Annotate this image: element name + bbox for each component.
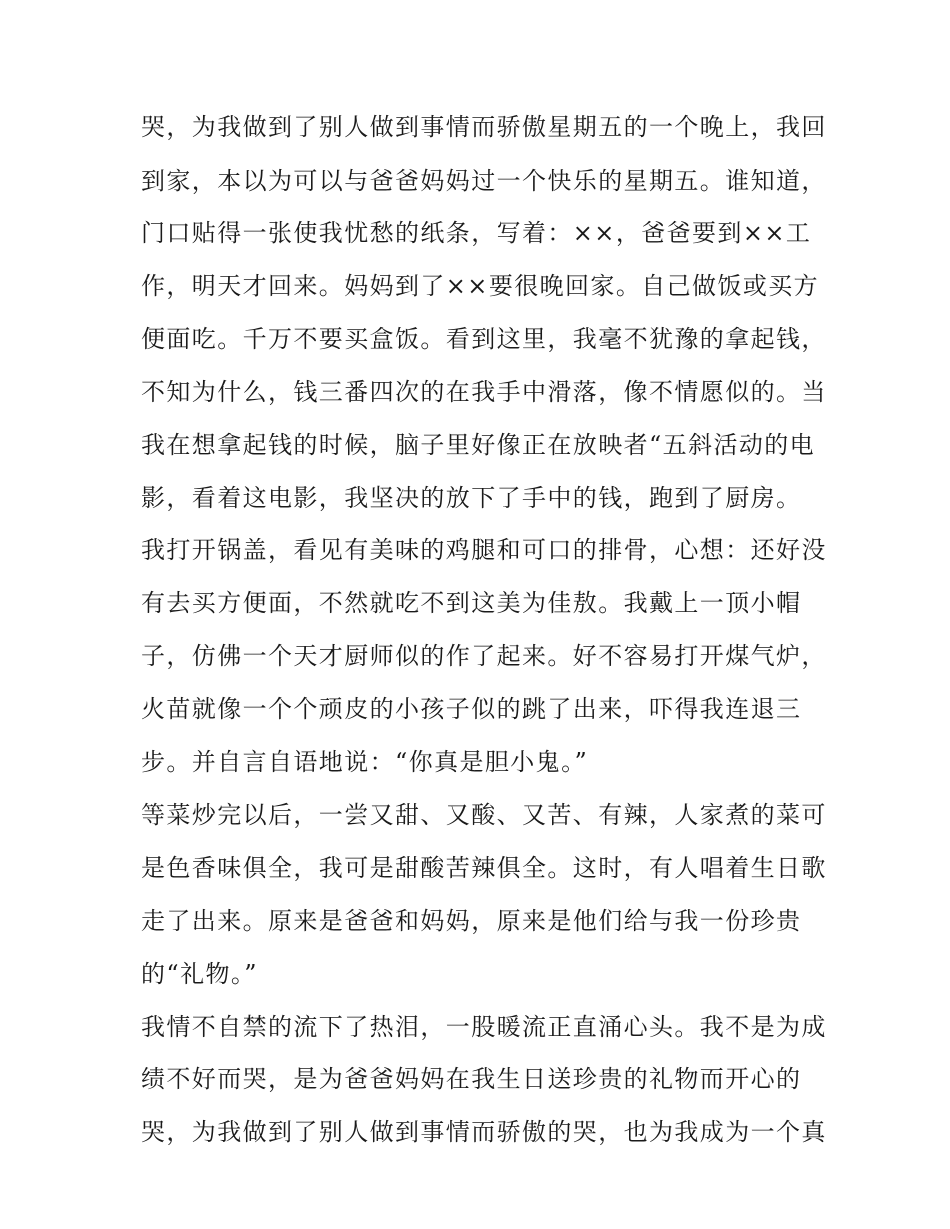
text-line: 到家，本以为可以与爸爸妈妈过一个快乐的星期五。谁知道， — [141, 167, 827, 195]
text-line: 有去买方便面，不然就吃不到这美为佳敖。我戴上一顶小帽 — [141, 589, 802, 617]
text-line: 作，明天才回来。妈妈到了××要很晚回家。自己做饭或买方 — [141, 272, 820, 300]
text-line: 哭，为我做到了别人做到事情而骄傲的哭，也为我成为一个真 — [141, 1118, 827, 1146]
text-line: 是色香味俱全，我可是甜酸苦辣俱全。这时，有人唱着生日歌 — [141, 854, 827, 882]
text-line: 便面吃。千万不要买盒饭。看到这里，我毫不犹豫的拿起钱， — [141, 325, 827, 353]
text-line: 我情不自禁的流下了热泪，一股暖流正直涌心头。我不是为成 — [141, 1013, 827, 1041]
text-line: 影，看着这电影，我坚决的放下了手中的钱，跑到了厨房。 — [141, 484, 802, 512]
text-line: 绩不好而哭，是为爸爸妈妈在我生日送珍贵的礼物而开心的 — [141, 1065, 802, 1093]
text-line: 我打开锅盖，看见有美味的鸡腿和可口的排骨，心想：还好没 — [141, 536, 827, 564]
text-line: 火苗就像一个个顽皮的小孩子似的跳了出来，吓得我连退三 — [141, 695, 802, 723]
text-line: 我在想拿起钱的时候，脑子里好像正在放映者“五斜活动的电 — [141, 431, 816, 459]
text-line: 步。并自言自语地说：“你真是胆小鬼。” — [141, 748, 589, 776]
text-line: 不知为什么，钱三番四次的在我手中滑落，像不情愿似的。当 — [141, 378, 827, 406]
text-line: 门口贴得一张使我忧愁的纸条，写着：××，爸爸要到××工 — [141, 219, 812, 247]
text-line: 子，仿佛一个天才厨师似的作了起来。好不容易打开煤气炉， — [141, 642, 827, 670]
text-line: 的“礼物。” — [141, 960, 258, 988]
text-line: 等菜炒完以后，一尝又甜、又酸、又苦、有辣，人家煮的菜可 — [141, 801, 827, 829]
text-line: 走了出来。原来是爸爸和妈妈，原来是他们给与我一份珍贵 — [141, 907, 802, 935]
text-line: 哭，为我做到了别人做到事情而骄傲星期五的一个晚上，我回 — [141, 113, 827, 141]
